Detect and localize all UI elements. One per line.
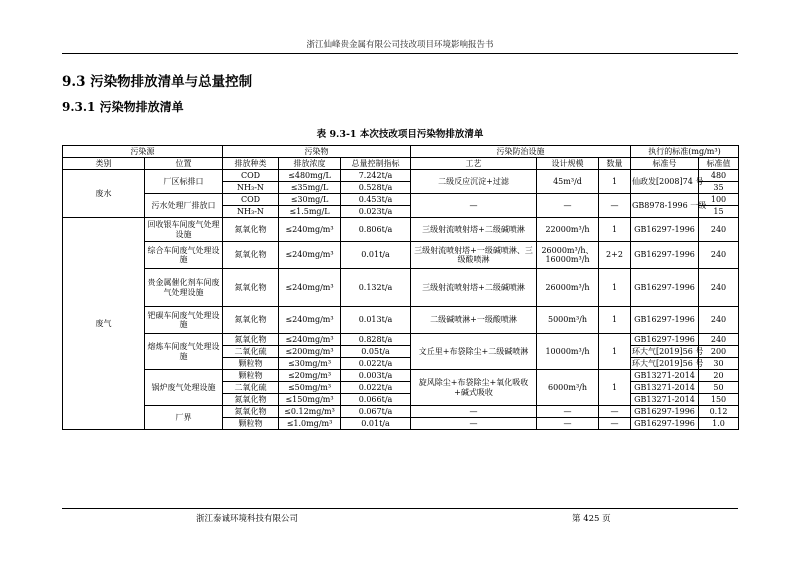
- std-no-cell: 环大气[2019]56 号: [632, 346, 704, 356]
- type-cell: 氮氧化物: [223, 307, 279, 334]
- type-cell: 氮氧化物: [223, 406, 279, 418]
- process-cell: —: [411, 418, 537, 430]
- type-cell: 颗粒物: [223, 370, 279, 382]
- type-cell: NH₃-N: [223, 206, 279, 218]
- column-header: 标准号: [631, 158, 699, 170]
- qty-cell: 1: [599, 307, 631, 334]
- location-cell: 回收银车间废气处理设施: [145, 218, 223, 242]
- table-row: [63, 170, 739, 182]
- scale-cell: —: [537, 406, 599, 418]
- scale-cell: 6000m³/h: [537, 370, 599, 406]
- total-cell: 0.066t/a: [341, 394, 411, 406]
- location-cell: 综合车间废气处理设施: [145, 242, 223, 269]
- column-header: 数量: [599, 158, 631, 170]
- conc-cell: ≤480mg/L: [279, 170, 341, 182]
- total-cell: 0.01t/a: [341, 242, 411, 269]
- total-cell: 0.022t/a: [341, 382, 411, 394]
- type-cell: 二氧化硫: [223, 382, 279, 394]
- std-no-cell: GB16297-1996: [631, 218, 699, 242]
- scale-cell: 5000m³/h: [537, 307, 599, 334]
- total-cell: 0.528t/a: [341, 182, 411, 194]
- group-header-standard: 执行的标准(mg/m³): [631, 146, 739, 158]
- std-no-cell: GB16297-1996: [631, 242, 699, 269]
- std-no-cell: GB16297-1996: [631, 307, 699, 334]
- process-cell: 二级反应沉淀+过滤: [411, 170, 537, 194]
- conc-cell: ≤1.5mg/L: [279, 206, 341, 218]
- table-caption: 表 9.3-1 本次技改项目污染物排放清单: [316, 129, 484, 140]
- conc-cell: ≤50mg/m³: [279, 382, 341, 394]
- total-cell: 0.067t/a: [341, 406, 411, 418]
- header-rule: [62, 53, 738, 54]
- qty-cell: 2+2: [599, 242, 631, 269]
- process-cell: —: [411, 406, 537, 418]
- std-no-cell: 环大气[2019]56 号: [632, 358, 704, 368]
- scale-cell: 22000m³/h: [537, 218, 599, 242]
- type-cell: COD: [223, 170, 279, 182]
- total-cell: 0.022t/a: [341, 358, 411, 370]
- conc-cell: ≤0.12mg/m³: [279, 406, 341, 418]
- process-cell: 三级射流喷射塔+一级碱喷淋、三级酸喷淋: [411, 242, 537, 269]
- total-cell: 0.05t/a: [341, 346, 411, 358]
- process-cell: 二级碱喷淋+一级酸喷淋: [411, 307, 537, 334]
- table-row: [63, 146, 739, 158]
- qty-cell: 1: [599, 269, 631, 307]
- conc-cell: ≤240mg/m³: [279, 334, 341, 346]
- group-header-control: 污染防治设施: [411, 146, 631, 158]
- scale-cell: —: [537, 194, 599, 218]
- conc-cell: ≤35mg/L: [279, 182, 341, 194]
- column-header: 排放浓度: [279, 158, 341, 170]
- process-cell: —: [411, 194, 537, 218]
- location-cell: 钯碳车间废气处理设施: [145, 307, 223, 334]
- conc-cell: ≤30mg/L: [279, 194, 341, 206]
- column-header: 排放种类: [223, 158, 279, 170]
- std-val-cell: 240: [699, 218, 739, 242]
- location-cell: 锅炉废气处理设施: [145, 370, 223, 406]
- footer-rule: [62, 508, 738, 509]
- location-cell: 厂界: [145, 406, 223, 430]
- std-no-cell: GB8978-1996 一级: [631, 194, 699, 218]
- type-cell: 氮氧化物: [223, 269, 279, 307]
- conc-cell: ≤200mg/m³: [279, 346, 341, 358]
- group-header-pollutant: 污染物: [223, 146, 411, 158]
- conc-cell: ≤30mg/m³: [279, 358, 341, 370]
- total-cell: 0.013t/a: [341, 307, 411, 334]
- table-row: [63, 194, 739, 206]
- std-val-cell: 240: [699, 307, 739, 334]
- qty-cell: 1: [599, 170, 631, 194]
- location-cell: 熔炼车间废气处理设施: [145, 334, 223, 370]
- category-cell: 废水: [63, 170, 145, 218]
- std-val-cell: 240: [699, 334, 739, 346]
- column-header: 类别: [63, 158, 145, 170]
- subsection-heading: 9.3.1 污染物排放清单: [62, 100, 184, 114]
- total-cell: 0.132t/a: [341, 269, 411, 307]
- location-cell: 污水处理厂排放口: [145, 194, 223, 218]
- qty-cell: 1: [599, 370, 631, 406]
- total-cell: 0.023t/a: [341, 206, 411, 218]
- footer-page-number: 第 425 页: [572, 514, 611, 524]
- std-no-cell: GB13271-2014: [631, 382, 699, 394]
- std-val-cell: 20: [699, 370, 739, 382]
- conc-cell: ≤240mg/m³: [279, 307, 341, 334]
- category-cell: 废气: [63, 218, 145, 430]
- process-cell: 文丘里+布袋除尘+二级碱喷淋: [411, 334, 537, 370]
- conc-cell: ≤240mg/m³: [279, 218, 341, 242]
- column-header: 工艺: [411, 158, 537, 170]
- type-cell: 氮氧化物: [223, 242, 279, 269]
- conc-cell: ≤150mg/m³: [279, 394, 341, 406]
- footer-company: 浙江泰诚环境科技有限公司: [196, 514, 299, 524]
- emission-inventory-table: [62, 145, 739, 430]
- type-cell: 颗粒物: [223, 358, 279, 370]
- table-row: [63, 370, 739, 382]
- std-val-cell: 200: [699, 346, 739, 358]
- process-cell: 三级射流喷射塔+二级碱喷淋: [411, 269, 537, 307]
- total-cell: 0.828t/a: [341, 334, 411, 346]
- type-cell: 二氧化硫: [223, 346, 279, 358]
- type-cell: NH₃-N: [223, 182, 279, 194]
- type-cell: 氮氧化物: [223, 394, 279, 406]
- std-no-cell: GB13271-2014: [631, 370, 699, 382]
- conc-cell: ≤1.0mg/m³: [279, 418, 341, 430]
- scale-cell: —: [537, 418, 599, 430]
- scale-cell: 45m³/d: [537, 170, 599, 194]
- table-row: [63, 307, 739, 334]
- total-cell: 0.01t/a: [341, 418, 411, 430]
- qty-cell: 1: [599, 218, 631, 242]
- qty-cell: —: [599, 194, 631, 218]
- table-row: [63, 158, 739, 170]
- column-header: 总量控制指标: [341, 158, 411, 170]
- conc-cell: ≤20mg/m³: [279, 370, 341, 382]
- scale-cell: 26000m³/h、16000m³/h: [537, 242, 599, 269]
- std-val-cell: 50: [699, 382, 739, 394]
- qty-cell: 1: [599, 334, 631, 370]
- section-heading: 9.3 污染物排放清单与总量控制: [62, 74, 253, 90]
- conc-cell: ≤240mg/m³: [279, 269, 341, 307]
- running-header: 浙江仙峰贵金属有限公司技改项目环境影响报告书: [306, 40, 494, 50]
- total-cell: 0.453t/a: [341, 194, 411, 206]
- column-header: 位置: [145, 158, 223, 170]
- std-val-cell: 0.12: [699, 406, 739, 418]
- column-header: 设计规模: [537, 158, 599, 170]
- location-cell: 厂区标排口: [145, 170, 223, 194]
- process-cell: 旋风除尘+布袋除尘+氧化吸收+碱式吸收: [411, 370, 537, 406]
- total-cell: 7.242t/a: [341, 170, 411, 182]
- std-val-cell: 30: [699, 358, 739, 370]
- group-header-source: 污染源: [63, 146, 223, 158]
- conc-cell: ≤240mg/m³: [279, 242, 341, 269]
- std-val-cell: 240: [699, 269, 739, 307]
- scale-cell: 10000m³/h: [537, 334, 599, 370]
- table-row: [63, 218, 739, 242]
- scale-cell: 26000m³/h: [537, 269, 599, 307]
- std-val-cell: 15: [699, 206, 739, 218]
- table-row: [63, 334, 739, 346]
- type-cell: 氮氧化物: [223, 218, 279, 242]
- std-no-cell: GB16297-1996: [631, 418, 699, 430]
- type-cell: 氮氧化物: [223, 334, 279, 346]
- type-cell: 颗粒物: [223, 418, 279, 430]
- std-val-cell: 150: [699, 394, 739, 406]
- std-no-cell: 仙政发[2008]74 号: [631, 170, 699, 194]
- total-cell: 0.806t/a: [341, 218, 411, 242]
- process-cell: 三级射流喷射塔+二级碱喷淋: [411, 218, 537, 242]
- location-cell: 贵金属催化剂车间废气处理设施: [145, 269, 223, 307]
- std-no-cell: GB16297-1996: [631, 334, 699, 346]
- qty-cell: —: [599, 406, 631, 418]
- std-val-cell: 1.0: [699, 418, 739, 430]
- qty-cell: —: [599, 418, 631, 430]
- std-no-cell: GB13271-2014: [631, 394, 699, 406]
- type-cell: COD: [223, 194, 279, 206]
- column-header: 标准值: [699, 158, 739, 170]
- total-cell: 0.003t/a: [341, 370, 411, 382]
- std-val-cell: 240: [699, 242, 739, 269]
- std-val-cell: 480: [699, 170, 739, 182]
- std-val-cell: 100: [699, 194, 739, 206]
- std-no-cell: GB16297-1996: [631, 269, 699, 307]
- std-no-cell: GB16297-1996: [631, 406, 699, 418]
- std-val-cell: 35: [699, 182, 739, 194]
- table-row: [63, 269, 739, 307]
- table-row: [63, 242, 739, 269]
- table-row: [63, 406, 739, 418]
